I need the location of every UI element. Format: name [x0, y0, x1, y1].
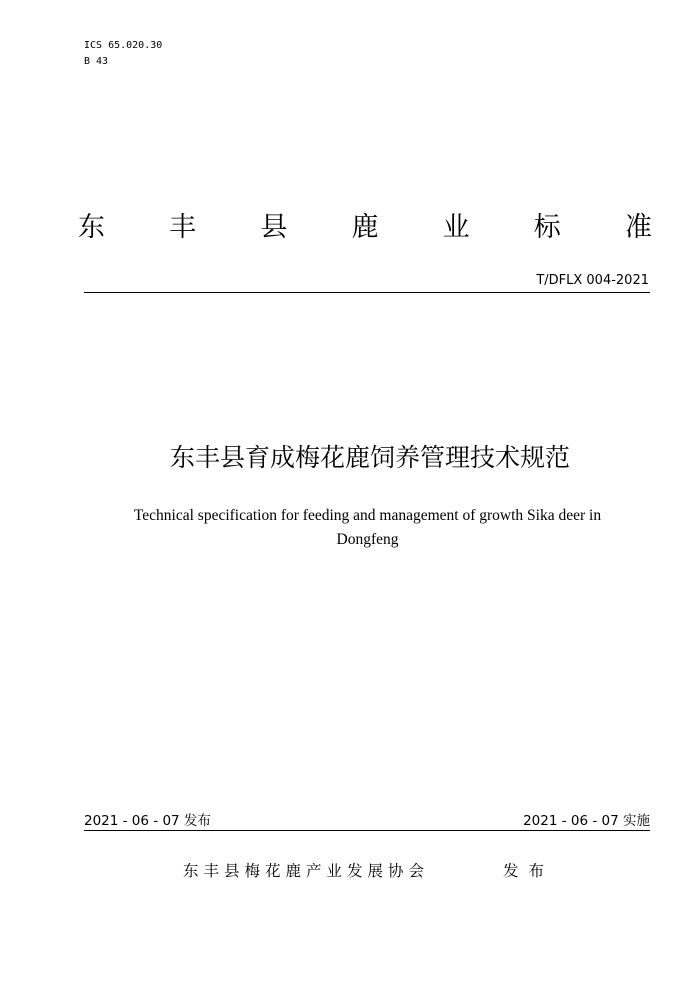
standard-title-char: 准 — [624, 212, 652, 243]
implementation-date: 2021 - 06 - 07 实施 — [523, 813, 650, 829]
classification-codes — [84, 38, 162, 70]
standard-title-char: 标 — [533, 212, 561, 243]
ccs-code: B 43 — [84, 56, 109, 67]
standard-category-title — [78, 208, 652, 248]
standard-title-char: 东 — [78, 212, 105, 243]
document-title: 东丰县育成梅花鹿饲养管理技术规范 — [169, 443, 570, 472]
english-title: Technical specification for feeding and management of growth Sika deer in Dongfeng — [133, 507, 602, 548]
standard-title-char: 鹿 — [351, 212, 379, 243]
standard-title-char: 县 — [260, 212, 288, 243]
standard-title-char: 丰 — [169, 212, 197, 243]
standard-code: T/DFLX 004-2021 — [536, 273, 649, 288]
ics-code: ICS 65.020.30 — [84, 40, 163, 51]
issue-date: 2021 - 06 - 07 发布 — [84, 813, 211, 829]
publish-label: 发布 — [503, 862, 555, 880]
publisher-name: 东丰县梅花鹿产业发展协会 — [183, 862, 430, 880]
standard-title-char: 业 — [442, 212, 470, 243]
bottom-divider — [84, 830, 650, 831]
top-divider — [84, 292, 650, 293]
